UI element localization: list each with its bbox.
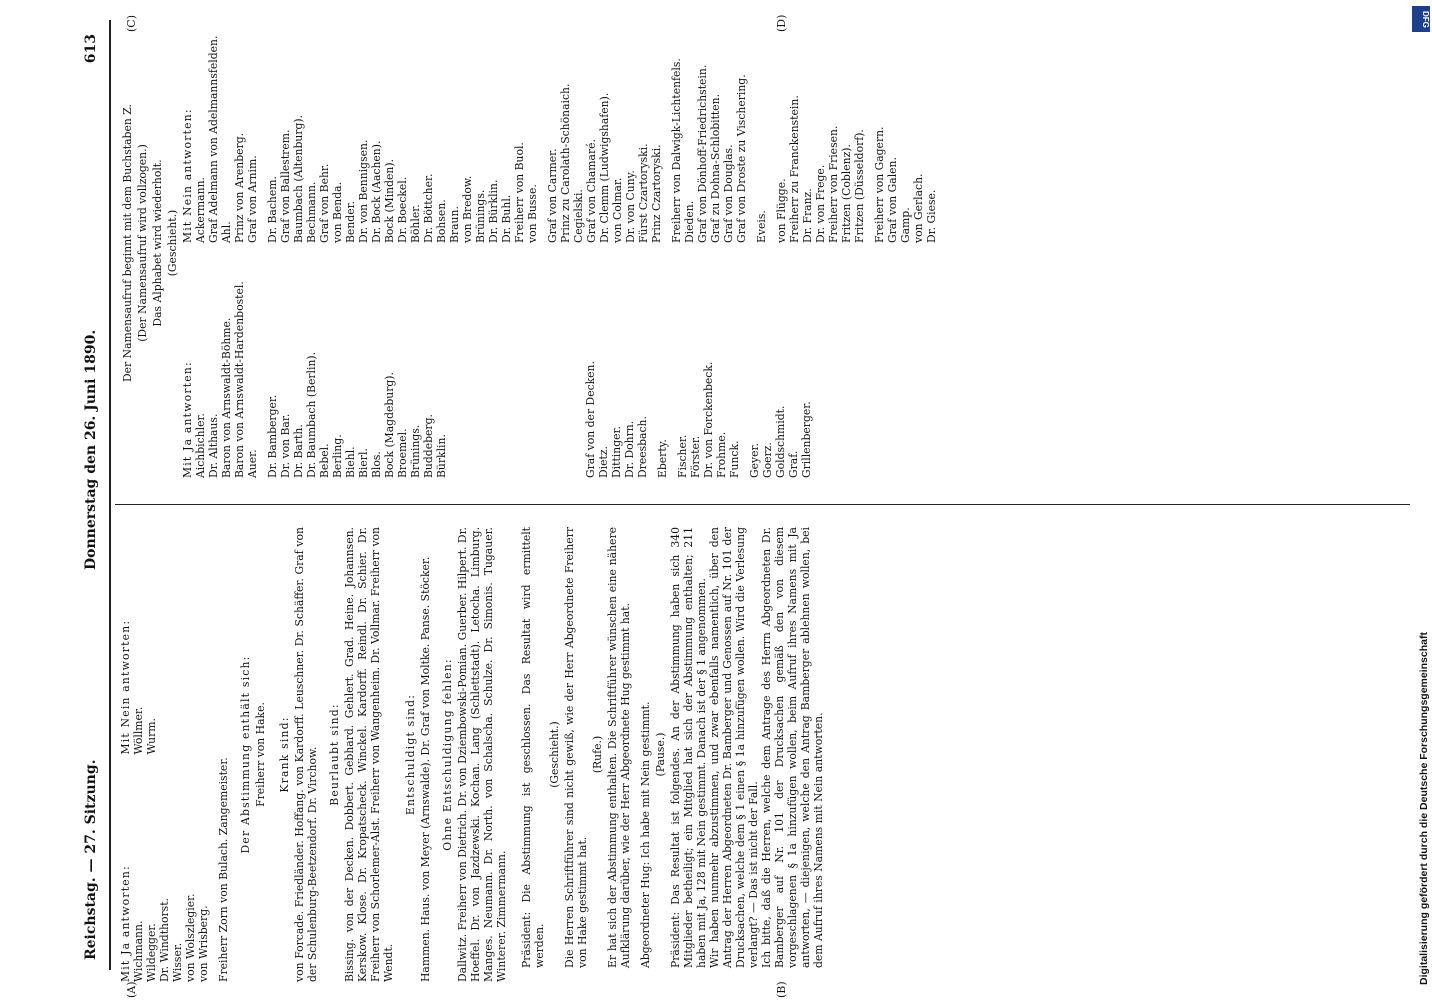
nein-block-7: [873, 8, 938, 243]
dfg-logo: DFG: [1412, 6, 1430, 32]
rollcall-intro-4: (Geschieht.): [166, 209, 179, 277]
president-statement-1: Präsident: Die Abstimmung ist geschlossen. Das Resultat wird ermittelt werden.: [520, 527, 546, 968]
member-name: von Gerlach.: [912, 173, 925, 243]
header-left: Reichstag. — 27. Sitzung.: [83, 759, 99, 960]
nein-heading-right: Mit Nein antworten:: [181, 108, 194, 243]
member-name: Dietz.: [597, 446, 610, 478]
member-name: Graf.: [787, 450, 800, 478]
member-name: Braun.: [448, 206, 461, 243]
member-name: Graf von Carmer.: [546, 148, 559, 243]
president-instructions: Ich bitte, daß die Herren, welche dem Antrage des Herrn Abgeordneten Dr. Bamberger auf Nr. 101 der Drucksachen gemäß den von diesem vorgeschlagenen § 1a hinzufügen wollen, beim Aufruf ihres Namens mit Ja antworten, — diejenigen, welche den Antrag Bamberger ablehnen wollen, bei dem Aufruf ihres Namens mit Nein antworten.: [760, 527, 825, 968]
member-name: Graf von Chamaré.: [585, 139, 598, 243]
stage-direction-3: (Pause.): [654, 732, 667, 777]
member-name: Ahl.: [220, 221, 233, 243]
member-name: Dreesbach.: [636, 416, 649, 478]
member-name: Dr. Dohrn.: [623, 420, 636, 478]
margin-mark-a: (A): [125, 981, 138, 998]
president-result: Präsident: Das Resultat ist folgendes. An der Abstimmung haben sich 340 Mitglieder betheiligt; ein Mitglied hat sich der Abstimmung enthalten; 211 haben mit Ja, 128 mit Nein gestimmt. Danach ist der § 1 angenommen.: [669, 527, 708, 968]
member-name: von Wolszlegier.: [184, 893, 197, 982]
left-column: [119, 527, 825, 982]
member-name: Bock (Magdeburg).: [383, 372, 396, 478]
on-leave-heading: Beurlaubt sind:: [328, 703, 341, 806]
ja-block-1: [194, 243, 259, 478]
member-name: Fritzen (Coblenz).: [840, 144, 853, 243]
absent-names: Dallwitz. Freiherr von Dietrich. Dr. von Dziembowski-Pomian. Guerber. Hilpert. Dr. Hoeffel. Dr. von Jazdzewski. Kochan. Lang (Schlettstadt). Letocha. Limburg. Manges. Neumann. Dr. North. von Schalscha. Schulze. Dr. Simonis. Tugauer. Winterer. Zimmermann.: [456, 527, 508, 982]
rollcall-intro-2: (Der Namensaufruf wird vollzogen.): [136, 144, 149, 342]
member-name: Dr. Böttcher.: [422, 173, 435, 243]
rollcall-intro: Der Namensaufruf beginnt mit dem Buchstaben Z.: [121, 104, 134, 382]
member-name: Dr. Bamberger.: [266, 394, 279, 478]
member-name: Dr. von Bennigsen.: [357, 139, 370, 243]
member-name: Fritzen (Düsseldorf).: [853, 129, 866, 243]
nein-heading-left: Mit Nein antworten:: [119, 619, 132, 755]
digitization-credit: Digitalisierung gefördert durch die Deutsche Forschungsgemeinschaft: [1418, 632, 1430, 985]
header-date: Donnerstag den 26. Juni 1890.: [83, 329, 99, 570]
ja-heading-left: Mit Ja antworten:: [119, 865, 132, 982]
member-name: Dieden.: [683, 200, 696, 243]
member-name: Prinz Czartoryski.: [650, 144, 663, 243]
nein-block-3: [546, 8, 663, 243]
hug-statement: Abgeordneter Hug: Ich habe mit Nein gestimmt.: [639, 701, 652, 968]
member-name: Förster.: [689, 435, 702, 478]
right-column: [119, 8, 938, 478]
member-name: Dr. Bachem.: [266, 176, 279, 243]
member-name: Graf Adelmann von Adelmannsfelden.: [207, 35, 220, 243]
member-name: Dr. Giese.: [925, 189, 938, 243]
member-name: Frohme.: [715, 431, 728, 478]
member-name: Baron von Arnswaldt-Hardenbostel.: [233, 281, 246, 478]
member-name: Brünings.: [474, 189, 487, 243]
member-name: Goerz.: [761, 442, 774, 478]
sick-names: von Forcade. Friedländer. Hoffang. von Kardorff. Leuschner. Dr. Schäffer. Graf von der Schulenburg-Beetzendorf. Dr. Virchow.: [293, 527, 319, 982]
member-name: Dittinger.: [610, 426, 623, 478]
member-name: Bock (Minden).: [383, 158, 396, 243]
member-name: Graf zu Dohna-Schlobitten.: [709, 93, 722, 243]
member-name: Graf von Arnim.: [246, 155, 259, 243]
member-name: Baron von Arnswaldt-Böhme.: [220, 317, 233, 478]
member-name: Dr. von Forckenbeck.: [702, 361, 715, 478]
nein-block-1: [194, 8, 259, 243]
member-name: Dr. Franz.: [801, 188, 814, 243]
member-name: Dr. Buhl.: [500, 194, 513, 243]
member-name: Bierl.: [357, 448, 370, 478]
margin-mark-c: (C): [125, 15, 138, 32]
member-name: Funck.: [728, 440, 741, 478]
abstention-name: Freiherr von Hake.: [254, 702, 267, 807]
member-name: Bürklin.: [435, 434, 448, 478]
member-name: Freiherr von Dalwigk-Lichtenfels.: [670, 58, 683, 243]
member-name: von Busse.: [526, 184, 539, 243]
member-name: Graf von Droste zu Vischering.: [735, 74, 748, 243]
nein-block-4: [670, 8, 748, 243]
stage-direction-1: (Geschieht.): [548, 721, 561, 788]
member-name: Dr. Clemm (Ludwigshafen).: [598, 92, 611, 243]
member-name: Wöllmer.: [132, 706, 145, 755]
abstention-heading: Der Abstimmung enthält sich:: [239, 655, 252, 854]
nein-block-2: [266, 8, 539, 243]
member-name: Wichmann.: [132, 920, 145, 982]
member-name: Graf von Galen.: [886, 157, 899, 243]
member-name: Freiherr zu Franckenstein.: [788, 95, 801, 243]
member-name: Freiherr von Friesen.: [827, 125, 840, 243]
hake-abstention-note: Er hat sich der Abstimmung enthalten. Die Schriftführer wünschen eine nähere Aufklärung darüber, wie der Herr Abgeordnete Hug gestimmt hat.: [606, 527, 632, 968]
member-name: Wurm.: [145, 718, 158, 755]
member-name: Eberty.: [656, 439, 669, 478]
margin-mark-d: (D): [775, 14, 788, 32]
member-name: Graf von Dönhoff-Friedrichstein.: [696, 64, 709, 243]
member-name: Grillenberger.: [800, 401, 813, 478]
sick-heading: Krank sind:: [278, 716, 291, 793]
excused-names: Hammen. Haus. von Meyer (Arnswalde). Dr. Graf von Moltke. Panse. Stöcker.: [419, 556, 432, 982]
member-name: Wisser.: [171, 942, 184, 982]
vote-lists-left: [119, 527, 210, 982]
nein-block-6: [775, 8, 866, 243]
member-name: Gamp.: [899, 207, 912, 243]
member-name: Bender.: [344, 201, 357, 243]
member-name: Eveis.: [755, 210, 768, 243]
member-name: von Wrisberg.: [197, 905, 210, 982]
member-name: Biehl.: [344, 446, 357, 478]
member-name: Bechmann.: [305, 181, 318, 243]
member-name: Graf von Behr.: [318, 163, 331, 243]
member-name: Baumbach (Altenburg).: [292, 114, 305, 243]
vote-lists-right: [181, 8, 938, 478]
member-name: Dr. Althaus.: [207, 413, 220, 478]
stage-direction-2: (Rufe.): [591, 735, 604, 774]
header-rule: [109, 20, 111, 970]
nein-list-left: [132, 527, 158, 755]
member-name: Graf von Ballestrem.: [279, 129, 292, 243]
member-name: Geyer.: [748, 443, 761, 478]
ja-block-2: [266, 243, 448, 478]
member-name: Dr. Baumbach (Berlin).: [305, 351, 318, 478]
member-name: Böhler.: [409, 204, 422, 243]
member-name: Dr. Boeckel.: [396, 176, 409, 243]
rollcall-intro-3: Das Alphabet wird wiederholt.: [151, 159, 164, 327]
member-name: Graf von Douglas.: [722, 144, 735, 243]
president-next-vote: Wir haben nunmehr abzustimmen, und zwar ebenfalls namentlich, über den Antrag der Herren Abgeordneten Dr. Bamberger und Genossen auf Nr. 101 der Drucksachen, welche dem § 1 einen § 1a hinzufügen wollen. Wird die Verlesung verlangt? — Das ist nicht der Fall.: [708, 527, 760, 968]
member-name: Auer.: [246, 449, 259, 478]
member-name: Cegielski.: [572, 189, 585, 243]
member-name: Fischer.: [676, 434, 689, 478]
member-name: Buddeberg.: [422, 414, 435, 478]
member-name: Fürst Czartoryski.: [637, 143, 650, 243]
ja-block-6: [676, 243, 741, 478]
zorn-line: Freiherr Zorn von Bulach. Zangemeister.: [217, 757, 230, 982]
member-name: Goldschmidt.: [774, 405, 787, 478]
member-name: von Bredow.: [461, 175, 474, 243]
member-name: Freiherr von Buol.: [513, 142, 526, 243]
member-name: von Colmar.: [611, 177, 624, 243]
member-name: Broemel.: [396, 428, 409, 478]
ja-list-left: [132, 755, 210, 983]
rotated-page-content: [75, 0, 1420, 1000]
member-name: Graf von der Decken.: [584, 361, 597, 478]
ja-block-7: [748, 243, 813, 478]
member-name: Dr. Windthorst.: [158, 898, 171, 982]
page-number: 613: [83, 34, 99, 64]
margin-mark-b: (B): [775, 981, 788, 998]
member-name: Dr. von Bar.: [279, 413, 292, 478]
nein-block-5: [755, 8, 768, 243]
excused-heading: Entschuldigt sind:: [404, 693, 417, 816]
member-name: Aichbichler.: [194, 413, 207, 478]
member-name: Wildegger.: [145, 923, 158, 982]
ja-block-5: [656, 243, 669, 478]
member-name: Ackermann.: [194, 177, 207, 243]
member-name: von Benda.: [331, 181, 344, 243]
member-name: Prinz von Arenberg.: [233, 132, 246, 243]
member-name: Berling.: [331, 434, 344, 478]
member-name: Dr. Barth.: [292, 424, 305, 478]
member-name: von Flügge.: [775, 178, 788, 243]
member-name: Dr. von Cuny.: [624, 170, 637, 243]
member-name: Freiherr von Gagern.: [873, 126, 886, 243]
member-name: Dr. Bürklin.: [487, 179, 500, 243]
on-leave-names: Bissing. von der Decken. Dobbert. Gebhard. Gehlert. Grad. Heine. Johannsen. Kerskow. Klose. Dr. Kropatscheck. Winckel. Kardorff. Reindl. Dr. Schier. Dr. Freiherr von Schorlemer-Alst. Freiherr von Wangenheim. Dr. Vollmar. Freiherr von Wendt.: [343, 527, 395, 982]
member-name: Dr. Bock (Aachen).: [370, 140, 383, 243]
member-name: Brünings.: [409, 424, 422, 478]
member-name: Bebel.: [318, 443, 331, 478]
secretaries-note: Die Herren Schriftführer sind nicht gewiß, wie der Herr Abgeordnete Freiherr von Hake gestimmt hat.: [563, 527, 589, 968]
member-name: Dr. von Frege.: [814, 164, 827, 243]
member-name: Prinz zu Carolath-Schönaich.: [559, 83, 572, 243]
member-name: Bohsen.: [435, 199, 448, 243]
ja-heading-right: Mit Ja antworten:: [181, 361, 194, 478]
absent-heading: Ohne Entschuldigung fehlen:: [441, 658, 454, 851]
column-separator: [115, 504, 1410, 505]
member-name: Blos.: [370, 451, 383, 478]
ja-block-4: [584, 243, 649, 478]
